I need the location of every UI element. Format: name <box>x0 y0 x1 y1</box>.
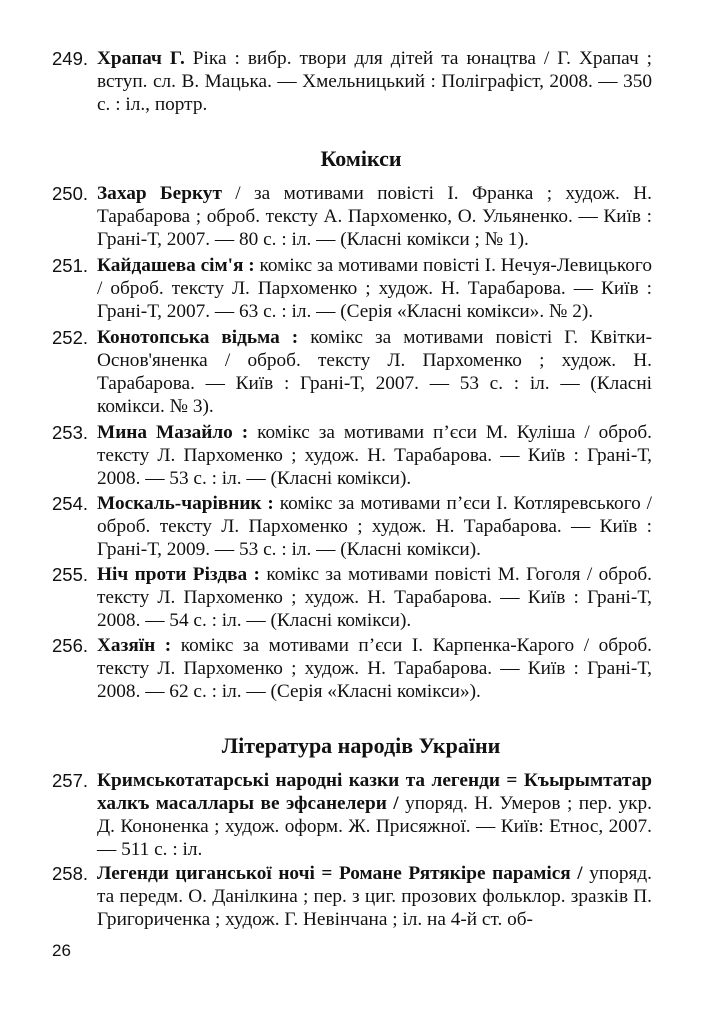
entry-title: Кримськотатарські народні казки та легенди = Къырымтатар халкъ масаллары ве эфсанелери / <box>97 770 652 814</box>
entry-title: Кайдашева сім'я : <box>97 255 255 276</box>
entry-description: / за мотивами повісті І. Франка ; худож. Н. Тарабарова ; оброб. тексту А. Пархоменко, О. Ульяненко. — Київ : Грані-Т, 2007. — 80 с. : іл. — (Класні комікси ; № 1). <box>97 183 652 250</box>
entry-text <box>97 862 652 931</box>
entry-text <box>97 326 652 418</box>
entry-254 <box>52 492 652 561</box>
entry-number: 250. <box>52 183 89 204</box>
entry-text <box>97 634 652 703</box>
section-heading-ukraine-literature: Література народів України <box>221 733 501 758</box>
entry-description: упоряд. Н. Умеров ; пер. укр. Д. Кононенка ; худож. оформ. Ж. Присяжної. — Київ: Етнос, 2007. — 511 с. : іл. <box>97 793 652 860</box>
entry-number: 257. <box>52 770 89 791</box>
page-number: 26 <box>52 941 71 960</box>
entry-256 <box>52 634 652 703</box>
entry-title: Москаль-чарівник : <box>97 493 274 514</box>
entry-text <box>97 421 652 490</box>
entry-title: Конотопська відьма : <box>97 327 299 348</box>
entry-text <box>97 47 652 116</box>
entry-text <box>97 254 652 323</box>
entry-number: 249. <box>52 48 89 69</box>
entry-number: 253. <box>52 422 89 443</box>
entry-251 <box>52 254 652 323</box>
entry-description: комікс за мотивами повісті Г. Квітки-Основ'яненка / оброб. тексту Л. Пархоменко ; худож. Н. Тарабарова. — Київ : Грані-Т, 2007. — 53 с. : іл. — (Класні комікси. № 3). <box>97 327 652 417</box>
entry-description: комікс за мотивами п’єси І. Котляревського / оброб. тексту Л. Пархоменко ; худож. Н. Тарабарова. — Київ : Грані-Т, 2009. — 53 с. : іл. — (Класні комікси). <box>97 493 653 560</box>
entry-title: Храпач Г. <box>97 48 185 69</box>
entry-description: упоряд. та передм. О. Данілкина ; пер. з циг. прозових фольклор. зразків П. Григориченка ; худож. Г. Невінчана ; іл. на 4-й ст. об- <box>97 863 652 930</box>
entry-title: Хазяїн : <box>97 635 172 656</box>
entry-description: Ріка : вибр. твори для дітей та юнацтва / Г. Храпач ; вступ. сл. В. Мацька. — Хмельницький : Поліграфіст, 2008. — 350 с. : іл., портр. <box>97 48 652 115</box>
entry-255 <box>52 563 652 632</box>
entry-249 <box>52 47 652 116</box>
entry-title: Ніч проти Різдва : <box>97 564 260 585</box>
entry-text <box>97 563 652 632</box>
entry-252 <box>52 326 652 418</box>
entry-250 <box>52 182 652 251</box>
entry-number: 255. <box>52 564 89 585</box>
entry-number: 258. <box>52 863 89 884</box>
entry-text <box>97 769 652 861</box>
entry-253 <box>52 421 652 490</box>
entry-258 <box>52 862 652 931</box>
entry-title: Мина Мазайло : <box>97 422 249 443</box>
entry-title: Легенди циганської ночі = Романе Рятякіре параміся / <box>97 863 583 884</box>
entry-number: 256. <box>52 635 89 656</box>
entry-description: комікс за мотивами повісті І. Нечуя-Левицького / оброб. тексту Л. Пархоменко ; худож. Н. Тарабарова. — Київ : Грані-Т, 2007. — 63 с. : іл. — (Серія «Класні комікси». № 2). <box>97 255 652 322</box>
entry-description: комікс за мотивами п’єси І. Карпенка-Карого / оброб. тексту Л. Пархоменко ; худож. Н. Тарабарова. — Київ : Грані-Т, 2008. — 62 с. : іл. — (Серія «Класні комікси»). <box>97 635 652 702</box>
entry-description: комікс за мотивами п’єси М. Куліша / оброб. тексту Л. Пархоменко ; худож. Н. Тарабарова. — Київ : Грані-Т, 2008. — 53 с. : іл. — (Класні комікси). <box>97 422 652 489</box>
entry-title: Захар Беркут <box>97 183 222 204</box>
entry-number: 251. <box>52 255 89 276</box>
entry-text <box>97 182 652 251</box>
entry-text <box>97 492 652 561</box>
entry-number: 252. <box>52 327 89 348</box>
section-heading-comics: Комікси <box>320 146 402 171</box>
entry-257 <box>52 769 652 861</box>
entry-description: комікс за мотивами повісті М. Гоголя / оброб. тексту Л. Пархоменко ; худож. Н. Тарабарова. — Київ : Грані-Т, 2008. — 54 с. : іл. — (Класні комікси). <box>97 564 652 631</box>
entry-number: 254. <box>52 493 89 514</box>
